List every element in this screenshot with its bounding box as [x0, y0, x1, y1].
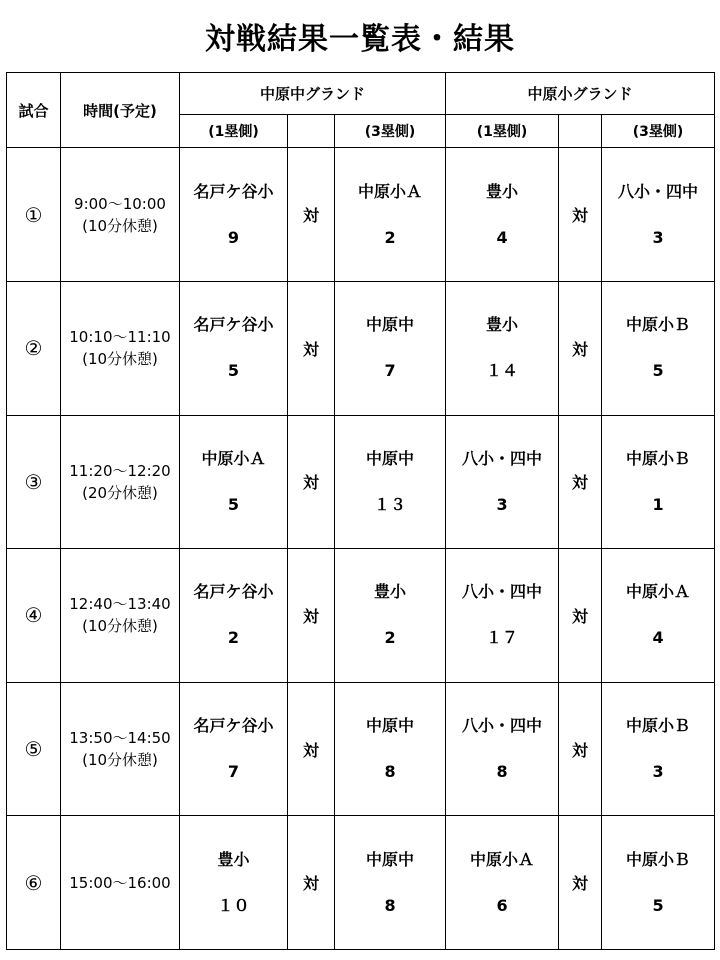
home-team-name: 名戸ケ谷小 — [193, 315, 274, 335]
away-team-score: 1 — [652, 494, 664, 514]
page-title: 対戦結果一覧表・結果 — [205, 22, 515, 57]
time-cell — [61, 281, 180, 415]
away-team-cell — [602, 816, 715, 950]
break-note: (10分休憩) — [82, 350, 158, 369]
away-team-cell — [335, 148, 446, 282]
home-team-cell — [446, 281, 559, 415]
away-team-cell — [602, 281, 715, 415]
vs-label: 対 — [288, 415, 335, 549]
game-number: ① — [7, 148, 61, 282]
away-team-name: 中原中 — [366, 315, 415, 335]
away-team-name: 中原小Ｂ — [626, 448, 691, 468]
home-team-cell — [180, 415, 288, 549]
vs-label: 対 — [559, 415, 602, 549]
away-team-name: 中原小Ｂ — [626, 315, 691, 335]
vs-label: 対 — [288, 816, 335, 950]
away-team-name: 中原小Ｂ — [626, 716, 691, 736]
home-team-score: 7 — [227, 762, 240, 782]
vs-label: 対 — [559, 148, 602, 282]
home-team-name: 中原小Ａ — [470, 849, 535, 869]
away-team-name: 豊小 — [374, 582, 407, 602]
home-team-name: 名戸ケ谷小 — [193, 582, 274, 602]
away-team-score: 3 — [652, 762, 664, 782]
home-team-score: 4 — [496, 227, 508, 247]
away-team-score: 8 — [384, 762, 396, 782]
away-team-score: １３ — [374, 494, 407, 514]
vs-label: 対 — [559, 281, 602, 415]
away-team-cell — [602, 549, 715, 683]
ground1-side1-header: (1塁側) — [180, 115, 288, 148]
away-team-score: 8 — [384, 895, 396, 915]
time-cell — [61, 816, 180, 950]
ground1-side3-header: (3塁側) — [335, 115, 446, 148]
away-team-name: 中原中 — [366, 716, 415, 736]
home-team-cell — [446, 549, 559, 683]
away-team-score: 3 — [652, 227, 664, 247]
break-note: (10分休憩) — [82, 617, 158, 636]
time-cell — [61, 682, 180, 816]
home-team-score: 8 — [496, 762, 508, 782]
time-cell — [61, 549, 180, 683]
game-header: 試合 — [7, 73, 61, 148]
away-team-cell — [335, 549, 446, 683]
home-team-name: 名戸ケ谷小 — [193, 716, 274, 736]
home-team-cell — [180, 816, 288, 950]
home-team-cell — [180, 281, 288, 415]
match-row — [7, 682, 715, 816]
away-team-score: 2 — [384, 628, 396, 648]
home-team-name: 豊小 — [217, 849, 250, 869]
home-team-cell — [446, 816, 559, 950]
away-team-name: 中原中 — [366, 849, 415, 869]
away-team-name: 中原中 — [366, 448, 415, 468]
time-range: 12:40～13:40 — [69, 595, 171, 614]
home-team-score: １７ — [486, 628, 519, 648]
time-range: 10:10～11:10 — [69, 328, 171, 347]
home-team-score: １０ — [217, 895, 250, 915]
away-team-score: 5 — [652, 361, 664, 381]
away-team-score: 7 — [384, 361, 396, 381]
away-team-score: 4 — [652, 628, 664, 648]
time-cell — [61, 148, 180, 282]
away-team-cell — [602, 148, 715, 282]
break-note: (20分休憩) — [82, 483, 158, 502]
home-team-name: 中原小Ａ — [201, 448, 266, 468]
home-team-name: 八小・四中 — [462, 448, 543, 468]
ground2-vs-header — [559, 115, 602, 148]
game-number: ② — [7, 281, 61, 415]
results-table — [6, 72, 715, 950]
match-row — [7, 148, 715, 282]
ground1-vs-header — [288, 115, 335, 148]
ground2-side3-header: (3塁側) — [602, 115, 715, 148]
match-body — [7, 148, 715, 950]
game-number: ⑤ — [7, 682, 61, 816]
away-team-score: 2 — [384, 227, 396, 247]
game-number: ③ — [7, 415, 61, 549]
vs-label: 対 — [559, 816, 602, 950]
away-team-score: 5 — [652, 895, 664, 915]
home-team-score: 5 — [227, 361, 240, 381]
time-cell — [61, 415, 180, 549]
ground2-header: 中原小グランド — [446, 73, 715, 115]
vs-label: 対 — [288, 148, 335, 282]
match-row — [7, 549, 715, 683]
break-note: (10分休憩) — [82, 216, 158, 235]
break-note: (10分休憩) — [82, 751, 158, 770]
vs-label: 対 — [288, 549, 335, 683]
home-team-score: 6 — [496, 895, 508, 915]
away-team-cell — [335, 816, 446, 950]
home-team-name: 豊小 — [486, 181, 519, 201]
away-team-cell — [602, 415, 715, 549]
game-number: ④ — [7, 549, 61, 683]
vs-label: 対 — [559, 682, 602, 816]
home-team-score: 5 — [227, 494, 240, 514]
home-team-cell — [446, 148, 559, 282]
header-row — [7, 73, 715, 115]
away-team-name: 中原小Ｂ — [626, 849, 691, 869]
match-row — [7, 816, 715, 950]
away-team-cell — [602, 682, 715, 816]
away-team-cell — [335, 682, 446, 816]
time-range: 13:50～14:50 — [69, 729, 171, 748]
home-team-cell — [180, 682, 288, 816]
away-team-cell — [335, 415, 446, 549]
away-team-name: 中原小Ａ — [358, 181, 423, 201]
time-range: 15:00～16:00 — [69, 873, 171, 892]
ground2-side1-header: (1塁側) — [446, 115, 559, 148]
home-team-cell — [180, 148, 288, 282]
home-team-score: 2 — [227, 628, 240, 648]
home-team-name: 八小・四中 — [462, 582, 543, 602]
home-team-score: 9 — [227, 227, 240, 247]
time-range: 9:00～10:00 — [74, 194, 166, 213]
match-row — [7, 281, 715, 415]
home-team-cell — [180, 549, 288, 683]
away-team-name: 八小・四中 — [618, 181, 699, 201]
time-range: 11:20～12:20 — [69, 461, 171, 480]
away-team-name: 中原小Ａ — [626, 582, 691, 602]
home-team-score: １４ — [486, 361, 519, 381]
vs-label: 対 — [288, 281, 335, 415]
match-row — [7, 415, 715, 549]
home-team-name: 名戸ケ谷小 — [193, 181, 274, 201]
home-team-cell — [446, 415, 559, 549]
vs-label: 対 — [559, 549, 602, 683]
time-header: 時間(予定) — [61, 73, 180, 148]
away-team-cell — [335, 281, 446, 415]
home-team-name: 八小・四中 — [462, 716, 543, 736]
home-team-cell — [446, 682, 559, 816]
ground1-header: 中原中グランド — [180, 73, 446, 115]
game-number: ⑥ — [7, 816, 61, 950]
home-team-name: 豊小 — [486, 315, 519, 335]
vs-label: 対 — [288, 682, 335, 816]
home-team-score: 3 — [496, 494, 508, 514]
